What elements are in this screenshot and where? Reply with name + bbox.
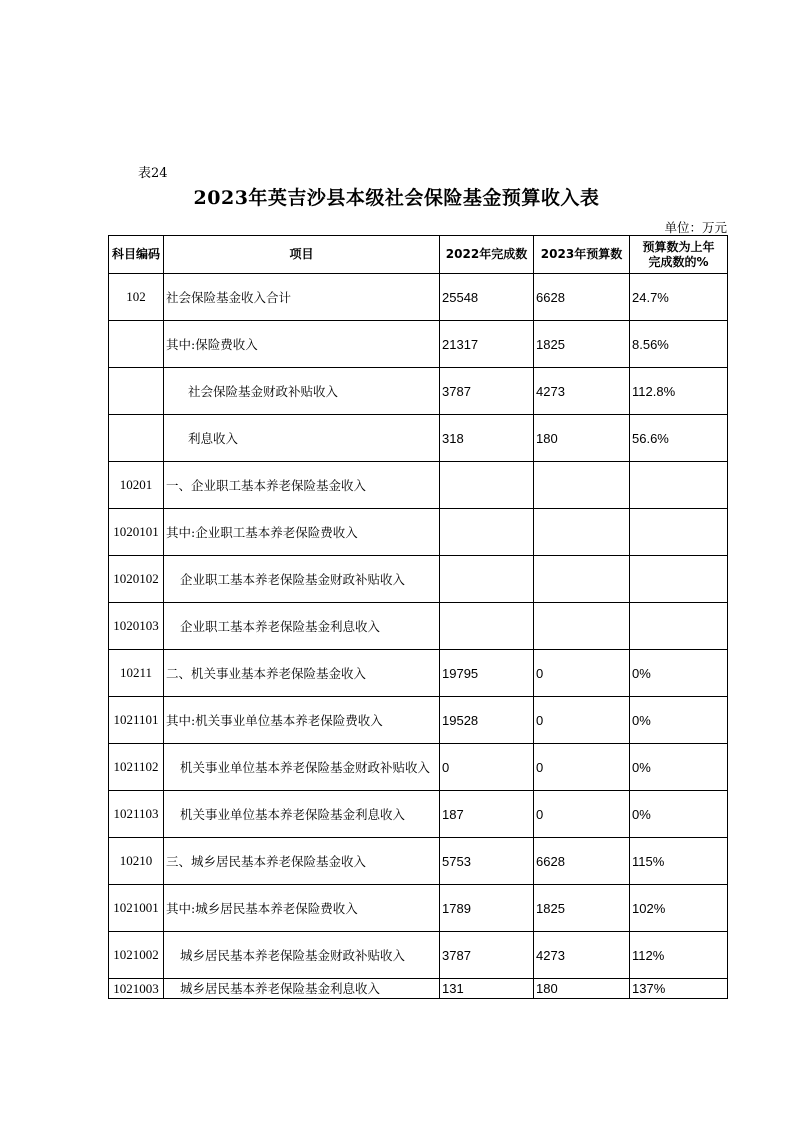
- row-2022-value: 21317: [440, 321, 534, 368]
- row-ratio-value: [630, 509, 728, 556]
- row-item: 利息收入: [164, 415, 440, 462]
- row-code: 1021101: [109, 697, 164, 744]
- row-2023-value: [534, 462, 630, 509]
- row-2022-value: [440, 509, 534, 556]
- row-ratio-value: 115%: [630, 838, 728, 885]
- row-ratio-value: 0%: [630, 744, 728, 791]
- table-row: [109, 415, 728, 462]
- row-item: 社会保险基金收入合计: [164, 274, 440, 321]
- table-row: [109, 321, 728, 368]
- header-code: 科目编码: [109, 236, 164, 274]
- table-row: [109, 603, 728, 650]
- header-2023: 2023年预算数: [534, 236, 630, 274]
- row-code: 10201: [109, 462, 164, 509]
- row-2022-value: [440, 556, 534, 603]
- row-ratio-value: 112%: [630, 932, 728, 979]
- row-2023-value: [534, 509, 630, 556]
- table-row: [109, 697, 728, 744]
- row-2022-value: 25548: [440, 274, 534, 321]
- row-code: [109, 368, 164, 415]
- row-item: 二、机关事业基本养老保险基金收入: [164, 650, 440, 697]
- row-ratio-value: 8.56%: [630, 321, 728, 368]
- row-2023-value: 4273: [534, 932, 630, 979]
- row-2023-value: 4273: [534, 368, 630, 415]
- row-code: 1021102: [109, 744, 164, 791]
- row-2022-value: [440, 462, 534, 509]
- table-row: [109, 885, 728, 932]
- row-2022-value: 0: [440, 744, 534, 791]
- row-item: 一、企业职工基本养老保险基金收入: [164, 462, 440, 509]
- table-row: [109, 462, 728, 509]
- header-ratio-line1: 预算数为上年: [642, 239, 715, 254]
- row-2022-value: 318: [440, 415, 534, 462]
- row-2022-value: 3787: [440, 932, 534, 979]
- row-item: 机关事业单位基本养老保险基金利息收入: [164, 791, 440, 838]
- row-2022-value: 131: [440, 979, 534, 999]
- row-2022-value: 1789: [440, 885, 534, 932]
- table-row: [109, 744, 728, 791]
- unit-label: 单位：万元: [664, 220, 727, 235]
- row-item: 三、城乡居民基本养老保险基金收入: [164, 838, 440, 885]
- row-item: 其中:企业职工基本养老保险费收入: [164, 509, 440, 556]
- row-code: [109, 321, 164, 368]
- row-ratio-value: [630, 603, 728, 650]
- row-ratio-value: [630, 556, 728, 603]
- row-code: 1021001: [109, 885, 164, 932]
- header-ratio-line2: 完成数的%: [648, 254, 709, 269]
- table-row: [109, 509, 728, 556]
- row-2022-value: 187: [440, 791, 534, 838]
- table-row: [109, 932, 728, 979]
- table-row: [109, 556, 728, 603]
- header-row: [109, 236, 728, 274]
- row-ratio-value: 0%: [630, 650, 728, 697]
- row-2022-value: 19795: [440, 650, 534, 697]
- row-code: 1020102: [109, 556, 164, 603]
- row-code: 1021002: [109, 932, 164, 979]
- row-ratio-value: 112.8%: [630, 368, 728, 415]
- row-2023-value: 6628: [534, 274, 630, 321]
- row-code: 1020103: [109, 603, 164, 650]
- row-ratio-value: 24.7%: [630, 274, 728, 321]
- row-ratio-value: [630, 462, 728, 509]
- table-row: [109, 791, 728, 838]
- table-row: [109, 368, 728, 415]
- header-2022: 2022年完成数: [440, 236, 534, 274]
- row-code: 102: [109, 274, 164, 321]
- row-2023-value: [534, 603, 630, 650]
- row-ratio-value: 0%: [630, 697, 728, 744]
- table-row: [109, 650, 728, 697]
- page-title: 2023年英吉沙县本级社会保险基金预算收入表: [193, 187, 600, 209]
- row-item: 社会保险基金财政补贴收入: [164, 368, 440, 415]
- row-2022-value: 19528: [440, 697, 534, 744]
- row-item: 其中:城乡居民基本养老保险费收入: [164, 885, 440, 932]
- row-ratio-value: 137%: [630, 979, 728, 999]
- row-2023-value: 1825: [534, 885, 630, 932]
- row-2022-value: 3787: [440, 368, 534, 415]
- row-item: 其中:机关事业单位基本养老保险费收入: [164, 697, 440, 744]
- header-item: 项目: [164, 236, 440, 274]
- row-item: 企业职工基本养老保险基金利息收入: [164, 603, 440, 650]
- row-2023-value: 180: [534, 979, 630, 999]
- row-2023-value: 0: [534, 744, 630, 791]
- row-code: 1021003: [109, 979, 164, 999]
- row-item: 其中:保险费收入: [164, 321, 440, 368]
- row-ratio-value: 0%: [630, 791, 728, 838]
- row-code: 10211: [109, 650, 164, 697]
- row-code: 1021103: [109, 791, 164, 838]
- row-item: 城乡居民基本养老保险基金财政补贴收入: [164, 932, 440, 979]
- row-code: 10210: [109, 838, 164, 885]
- row-2023-value: [534, 556, 630, 603]
- header-ratio: [630, 236, 728, 274]
- row-item: 企业职工基本养老保险基金财政补贴收入: [164, 556, 440, 603]
- row-code: 1020101: [109, 509, 164, 556]
- row-code: [109, 415, 164, 462]
- table-row: [109, 838, 728, 885]
- table-number: 表24: [138, 166, 168, 181]
- row-2023-value: 1825: [534, 321, 630, 368]
- row-item: 机关事业单位基本养老保险基金财政补贴收入: [164, 744, 440, 791]
- row-item: 城乡居民基本养老保险基金利息收入: [164, 979, 440, 999]
- row-2022-value: 5753: [440, 838, 534, 885]
- row-2023-value: 0: [534, 650, 630, 697]
- row-2023-value: 0: [534, 697, 630, 744]
- row-2023-value: 0: [534, 791, 630, 838]
- row-2023-value: 6628: [534, 838, 630, 885]
- table-row: [109, 274, 728, 321]
- row-2022-value: [440, 603, 534, 650]
- budget-table: [108, 235, 728, 999]
- row-ratio-value: 56.6%: [630, 415, 728, 462]
- table-row: [109, 979, 728, 999]
- row-2023-value: 180: [534, 415, 630, 462]
- row-ratio-value: 102%: [630, 885, 728, 932]
